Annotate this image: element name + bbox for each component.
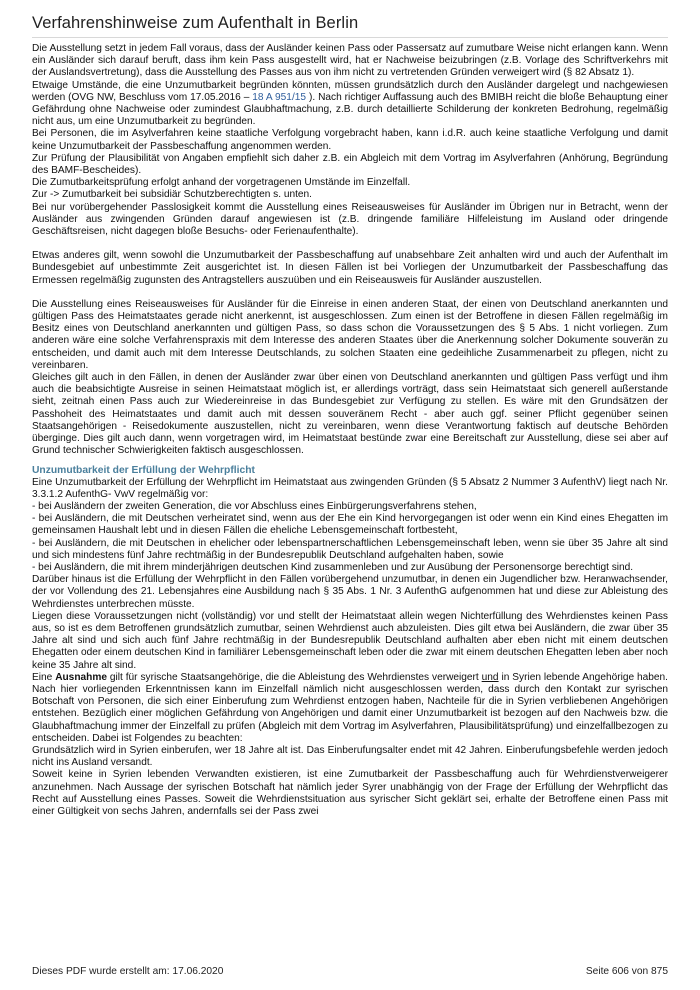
- list-item: - bei Ausländern der zweiten Generation, die vor Abschluss eines Einbürgerungsverfahrens stehen,: [32, 500, 477, 512]
- paragraph-text: Etwaige Umstände, die eine Unzumutbarkeit begründen könnten, müssen grundsätzlich durch den Ausländer dargelegt und nachgewiesen werden (OVG NW, Beschluss vom 17.05.2016 –: [32, 79, 668, 103]
- paragraph: Soweit keine in Syrien lebenden Verwandten existieren, ist eine Zumutbarkeit der Passbeschaffung auch für Wehrdienstverweigerer anzunehmen. Nach Aussage der syrischen Botschaft hat nämlich jeder Syrer unabhängig von der Frage der Erfüllung der Wehrpflicht das Recht auf Ausstellung eines Passes. Soweit die Wehrdienstsituation aus syrischer Sicht geklärt sei, erhalte der Betroffene einen Pass mit einer Gültigkeit von sechs Jahren, andernfalls sei der Pass zwei: [32, 769, 668, 817]
- paragraph: Grundsätzlich wird in Syrien einberufen, wer 18 Jahre alt ist. Das Einberufungsalter endet mit 42 Jahren. Einberufungsbefehle werden jedoch nicht ins Ausland versandt.: [32, 744, 668, 769]
- emphasis-text: Ausnahme: [55, 671, 107, 683]
- paragraph: Darüber hinaus ist die Erfüllung der Wehrpflicht in den Fällen vorübergehend unzumutbar, in denen ein Jugendlicher bzw. Heranwachsender, der vor Vollendung des 21. Lebensjahres eine Ausbildung nach § 35 Abs. 1 Nr. 3 AufenthG aufgenommen hat und diese zur Ableistung des Wehrdienstes unterbrechen müsste.: [32, 574, 668, 610]
- spacer: [32, 238, 668, 250]
- paragraph: Zur -> Zumutbarkeit bei subsidiär Schutzberechtigten s. unten.: [32, 189, 312, 201]
- paragraph: Eine Unzumutbarkeit der Erfüllung der Wehrpflicht im Heimatstaat aus zwingenden Gründen (§ 5 Absatz 2 Nummer 3 AufenthV) liegt nach Nr. 3.3.1.2 AufenthG- VwV regelmäßig vor:: [32, 476, 668, 500]
- paragraph: Zur Prüfung der Plausibilität von Angaben empfiehlt sich daher z.B. ein Abgleich mit dem Vortrag im Asylverfahren (Anhörung, Begründung des BAMF-Bescheides).: [32, 152, 668, 177]
- underlined-text: und: [481, 671, 499, 683]
- paragraph: Die Zumutbarkeitsprüfung erfolgt anhand der vorgetragenen Umstände im Einzelfall.: [32, 177, 411, 189]
- paragraph: Die Ausstellung eines Reiseausweises für Ausländer für die Einreise in einen anderen Staat, der einen von Deutschland anerkannten und gültigen Pass des Heimatstaates gerade nicht anerkennt, ist ausgeschlossen. Zum einen ist der Betroffene in diesen Fällen regelmäßig im Besitz eines von Deutschland anerkannten und gültigen Pass, so dass schon die Voraussetzungen des § 5 Abs. 1 nicht vorliegen. Zum anderen wäre eine solche Verfahrenspraxis mit dem Interesse des anderen Staates über die Anerkennung solcher Dokumente souverän zu entscheiden, und damit auch mit dem Interesse Deutschlands, zu solchen Staaten eine gedeihliche Zusammenarbeit zu pflegen, nicht zu vereinbaren.: [32, 298, 668, 371]
- paragraph: Bei nur vorübergehender Passlosigkeit kommt die Ausstellung eines Reiseausweises für Ausländer im Übrigen nur in Betracht, wenn der Ausländer aus zwingenden Gründen darauf angewiesen ist (z.B. dringende familiäre Hilfeleistung im Ausland oder dringende Geschäftsreisen, nicht dagegen bloße Besuchs- oder Ferienaufenthalte).: [32, 201, 668, 238]
- paragraph: Bei Personen, die im Asylverfahren keine staatliche Verfolgung vorgebracht haben, kann i.d.R. auch keine staatliche Verfolgung und damit keine Unzumutbarkeit der Passbeschaffung angenommen werden.: [32, 128, 668, 152]
- page-number: Seite 606 von 875: [585, 966, 668, 977]
- section-subheading: Unzumutbarkeit der Erfüllung der Wehrpflicht: [32, 464, 255, 476]
- page-title: Verfahrenshinweise zum Aufenthalt in Berlin: [32, 14, 668, 38]
- paragraph: Etwas anderes gilt, wenn sowohl die Unzumutbarkeit der Passbeschaffung auf unabsehbare Zeit anhalten wird und auch der Aufenthalt im Bundesgebiet auf unbestimmte Zeit ausgerichtet ist. In diesen Fällen ist bei Vorliegen der Unzumutbarkeit der Passbeschaffung das Ermessen regelmäßig zugunsten des Antragstellers auszuüben und ein Reiseausweis für Ausländer auszustellen.: [32, 250, 668, 286]
- paragraph-text: in Syrien lebende Angehörige haben. Nach hier vorliegenden Erkenntnissen kann im Einzelfall nämlich nicht ausgeschlossen werden, dass durch den Kontakt zur syrischen Botschaft von Personen, die sich einer Einberufung zum Wehrdienst entzogen haben, Nachteile für die in Syrien verbliebenen Angehörigen entstehen. Bezüglich einer möglichen Gefährdung von Angehörigen und damit einer Unzumutbarkeit ist bezogen auf den Nachweis bzw. die Glaubhaftmachung immer der Einzelfall zu prüfen (Abgleich mit dem Vortrag im Asylverfahren, Plausibilitätsprüfung) und einzelfallbezogen zu entscheiden. Dabei ist Folgendes zu beachten:: [32, 671, 668, 744]
- court-decision-link[interactable]: 18 A 951/15: [252, 91, 307, 103]
- paragraph: [32, 672, 668, 745]
- list-item: - bei Ausländern, die mit Deutschen in ehelicher oder lebenspartnerschaftlichen Lebensgemeinschaft leben, wenn sie über 35 Jahre alt sind und sich mindestens fünf Jahre rechtmäßig in der Bundesrepublik Deutschland aufgehalten haben, sowie: [32, 537, 668, 561]
- document-page: [32, 0, 668, 818]
- spacer: [32, 287, 668, 299]
- document-body: [32, 43, 668, 818]
- list-item: - bei Ausländern, die mit Deutschen verheiratet sind, wenn aus der Ehe ein Kind hervorgegangen ist oder wenn ein Kind eines Ehegatten im gemeinsamen Haushalt lebt und in diesen Fällen die eheliche Lebensgemeinschaft fortbesteht,: [32, 513, 668, 537]
- list-item: - bei Ausländern, die mit ihrem minderjährigen deutschen Kind zusammenleben und zur Ausübung der Personensorge berechtigt sind.: [32, 561, 634, 573]
- paragraph-text: Eine: [32, 671, 56, 683]
- paragraph-text: ). Nach richtiger Auffassung auch des BMIBH reicht die bloße Behauptung einer Gefährdung ohne Nachweise oder zumindest Glaubhaftmachung, z.B. durch detaillierte Schilderung der konkreten Bedrohung, regelmäßig nicht aus, um eine Unzumutbarkeit zu begründen.: [32, 91, 668, 128]
- paragraph: Gleiches gilt auch in den Fällen, in denen der Ausländer zwar über einen von Deutschland anerkannten und gültigen Pass verfügt und ihm auch die beabsichtigte Ausreise in seinen Heimatstaat möglich ist, er allerdings vorträgt, dass sein Heimatstaat sich generell außerstande sieht, zeitnah einen Pass auch zur Wiedereinreise in das Bundesgebiet zur Verfügung zu stellen. Es wäre mit den Grundsätzen der Passhoheit des Heimatstaates und damit auch mit dessen souveränem Recht - aber auch ggf. seiner Pflicht gegenüber seinen Staatsangehörigen - Reisedokumente auszustellen, nicht zu vereinbaren, wenn diese Verantwortung faktisch auf deutsche Behörden überginge. Dies gilt auch dann, wenn vorgetragen wird, im Heimatstaat bestünde zwar eine Bereitschaft zur Ausstellung, diese sei aber auf Grund technischer Schwierigkeiten faktisch ausgeschlossen.: [32, 372, 668, 457]
- paragraph: Die Ausstellung setzt in jedem Fall voraus, dass der Ausländer keinen Pass oder Passersatz auf zumutbare Weise nicht erlangen kann. Wenn ein Ausländer sich darauf beruft, dass ihm kein Pass ausgestellt wird, hat er Nachweise beizubringen (z.B. Vorlage des Schriftverkehrs mit der Auslandsvertretung), dass die Ausstellung des Passes aus von ihm nicht zu vertretenden Gründen verweigert wird (§ 82 Absatz 1).: [32, 43, 668, 79]
- paragraph: [32, 80, 668, 129]
- created-date: Dieses PDF wurde erstellt am: 17.06.2020: [32, 966, 224, 977]
- paragraph-text: gilt für syrische Staatsangehörige, die die Ableistung des Wehrdienstes verweigert: [106, 671, 482, 683]
- paragraph: Liegen diese Voraussetzungen nicht (vollständig) vor und stellt der Heimatstaat allein wegen Nichterfüllung des Wehrdienstes keinen Pass aus, so ist es dem Betroffenen grundsätzlich zumutbar, seinen Wehrdienst auch abzuleisten. Dies gilt etwa bei Ausländern, die zwar über 35 Jahre alt sind und sich auch fünf Jahre rechtmäßig in der Bundesrepublik Deutschland aufhalten aber eben nicht mit einem deutschen Ehegatten oder einem deutschen Kind in familiärer Lebensgemeinschaft leben oder die zwar mit einem deutschen Ehegatten leben aber noch keine 35 Jahre alt sind.: [32, 610, 668, 671]
